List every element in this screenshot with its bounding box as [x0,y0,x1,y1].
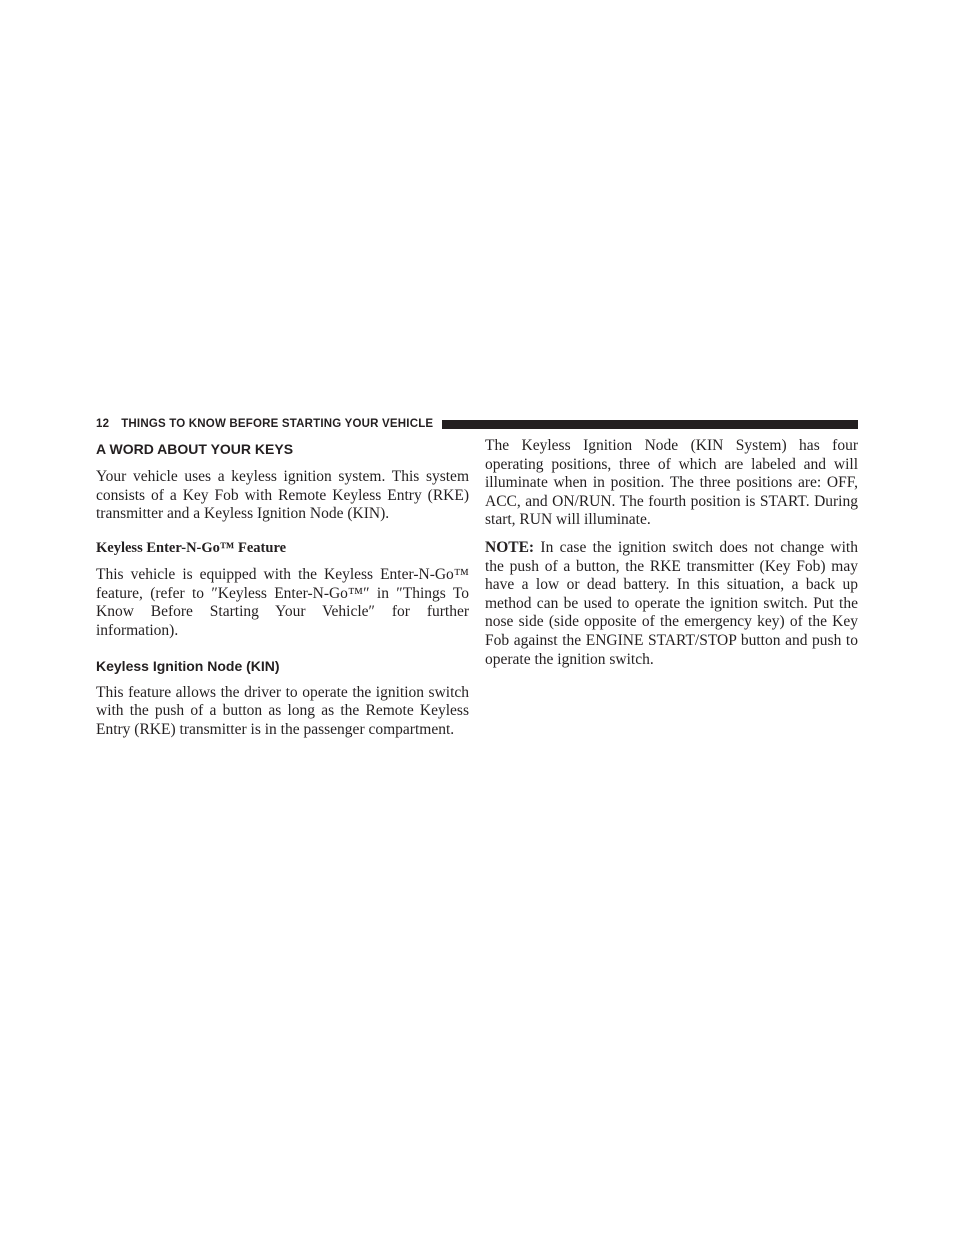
kin-paragraph: This feature allows the driver to operate the ignition switch with the push of a button as long as the Remote Keyless Entry (RKE) transmitter is in the passenger compartment. [96,683,469,738]
enter-n-go-paragraph: This vehicle is equipped with the Keyless Enter-N-Go™ feature, (refer to ″Keyless Enter-N-Go™″ in ″Things To Know Before Starting Your Vehicle″ for further information). [96,566,469,640]
note-label: NOTE: [485,538,535,556]
left-column [96,437,469,739]
keys-intro-paragraph: Your vehicle uses a keyless ignition system. This system consists of a Key Fob with Remote Keyless Entry (RKE) transmitter and a Keyless Ignition Node (KIN). [96,468,469,523]
kin-positions-paragraph: The Keyless Ignition Node (KIN System) has four operating positions, three of which are labeled and will illuminate when in position. The three positions are: OFF, ACC, and ON/RUN. The fourth position is START. During start, RUN will illuminate. [485,437,858,529]
note-text: In case the ignition switch does not change with the push of a button, the RKE transmitter (Key Fob) may have a low or dead battery. In this situation, a back up method can be used to operate the ignition switch. Put the nose side (side opposite of the emergency key) of the Key Fob against the ENGINE START/STOP button and push to operate the ignition switch. [485,538,858,668]
section-title: THINGS TO KNOW BEFORE STARTING YOUR VEHICLE [121,418,434,430]
note-paragraph [485,539,858,669]
page-number: 12 [96,418,110,430]
keys-heading: A WORD ABOUT YOUR KEYS [96,441,294,457]
header-bar [442,420,858,429]
page-header [96,415,858,433]
kin-heading: Keyless Ignition Node (KIN) [96,657,280,674]
enter-n-go-heading: Keyless Enter-N-Go™ Feature [96,539,287,556]
right-column [485,437,858,669]
